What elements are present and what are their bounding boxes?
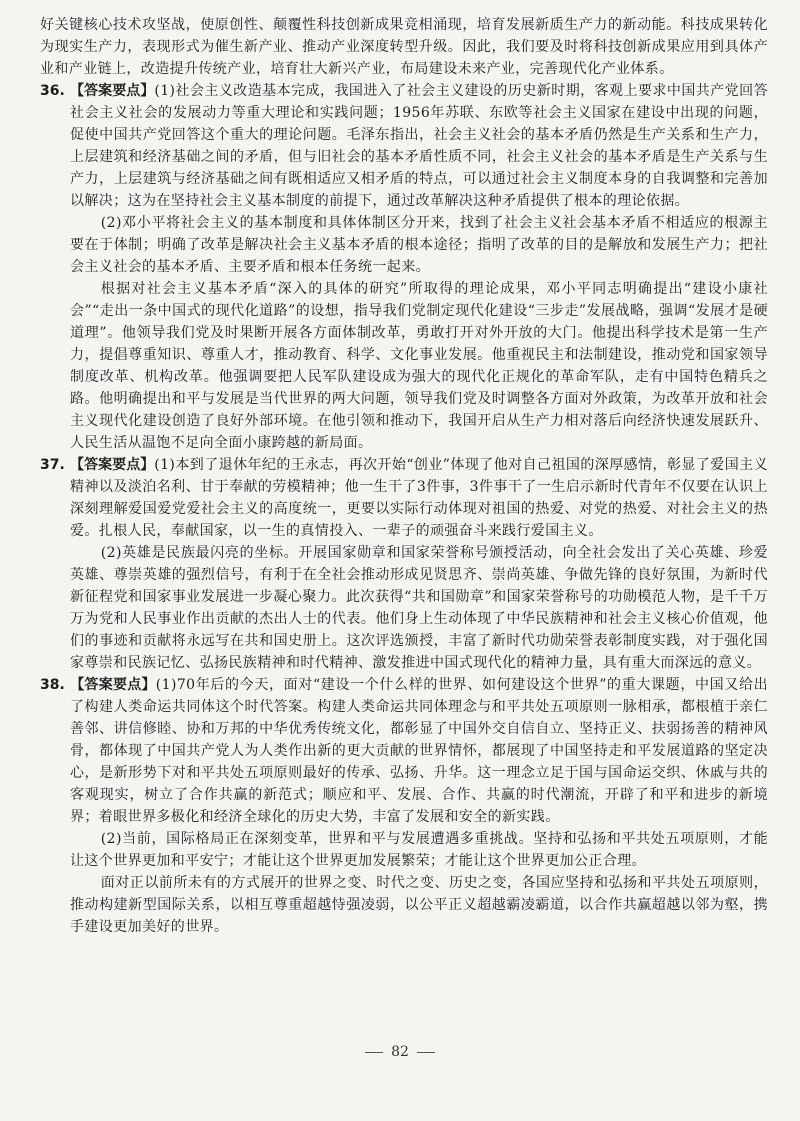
answer-label: 【答案要点】 bbox=[70, 457, 155, 473]
question-number: 37. bbox=[40, 457, 65, 473]
answer-paragraph bbox=[40, 80, 768, 212]
question-number: 36. bbox=[40, 83, 65, 99]
question-38 bbox=[40, 674, 768, 938]
answer-text: (1)本到了退休年纪的王永志，再次开始“创业”体现了他对自己祖国的深厚感情，彰显了爱国主义精神以及淡泊名利、甘于奉献的劳模精神；他一生干了3件事，3件事干了一生启示新时代青年不仅要在认识上深刻理解爱国爱党爱社会主义的高度统一，更要以实际行动体现对祖国的热爱、对党的热爱、对社会主义的热爱。扎根人民，奉献国家，以一生的真情投入、一辈子的顽强奋斗来践行爱国主义。 bbox=[70, 457, 768, 539]
answer-text: (1)社会主义改造基本完成，我国进入了社会主义建设的历史新时期，客观上要求中国共产党回答社会主义社会的发展动力等重大理论和实践问题；1956年苏联、东欧等社会主义国家在建设中出现的问题，促使中国共产党回答这个重大的理论问题。毛泽东指出，社会主义社会的基本矛盾仍然是生产关系和生产力，上层建筑和经济基础之间的矛盾，但与旧社会的基本矛盾性质不同，社会主义社会的基本矛盾是生产关系与生产力，上层建筑与经济基础之间有既相适应又相矛盾的特点，可以通过社会主义制度本身的自我调整和完善加以解决；这为在坚持社会主义基本制度的前提下，通过改革解决这种矛盾提供了根本的理论依据。 bbox=[70, 83, 768, 209]
answer-paragraph: (2)英雄是民族最闪亮的坐标。开展国家勋章和国家荣誉称号颁授活动，向全社会发出了关心英雄、珍爱英雄、尊崇英雄的强烈信号，有利于在全社会推动形成见贤思齐、崇尚英雄、争做先锋的良好氛围，为新时代新征程党和国家事业发展进一步凝心聚力。此次获得“共和国勋章”和国家荣誉称号的功勋模范人物，是千千万万为党和人民事业作出贡献的杰出人士的代表。他们身上生动体现了中华民族精神和社会主义核心价值观，他们的事迹和贡献将永远写在共和国史册上。这次评选颁授，丰富了新时代功勋荣誉表彰制度实践，对于强化国家尊崇和民族记忆、弘扬民族精神和时代精神、激发推进中国式现代化的精神力量，具有重大而深远的意义。 bbox=[70, 545, 768, 671]
answer-content bbox=[40, 14, 768, 938]
answer-paragraph: 根据对社会主义基本矛盾“深入的具体的研究”所取得的理论成果，邓小平同志明确提出“建设小康社会”“走出一条中国式的现代化道路”的设想，指导我们党制定现代化建设“三步走”发展战略，强调“发展才是硬道理”。他领导我们党及时果断开展各方面体制改革，勇敢打开对外开放的大门。他提出科学技术是第一生产力，提倡尊重知识、尊重人才，推动教育、科学、文化事业发展。他重视民主和法制建设，推动党和国家领导制度改革、机构改革。他强调要把人民军队建设成为强大的现代化正规化的革命军队，走有中国特色精兵之路。他明确提出和平与发展是当代世界的两大问题，领导我们党及时调整各方面对外政策，为改革开放和社会主义现代化建设创造了良好外部环境。在他引领和推动下，我国开启从生产力相对落后向经济快速发展跃升、人民生活从温饱不足向全面小康跨越的新局面。 bbox=[70, 281, 768, 451]
answer-label: 【答案要点】 bbox=[70, 83, 155, 99]
answer-paragraph bbox=[40, 674, 768, 828]
question-36 bbox=[40, 80, 768, 454]
page-footer bbox=[0, 1044, 800, 1060]
question-number: 38. bbox=[40, 677, 65, 693]
page-number: 82 bbox=[391, 1044, 409, 1060]
question-37 bbox=[40, 454, 768, 674]
answer-label: 【答案要点】 bbox=[70, 677, 156, 693]
answer-paragraph: (2)当前，国际格局正在深刻变革，世界和平与发展遭遇多重挑战。坚持和弘扬和平共处五项原则，才能让这个世界更加和平安宁；才能让这个世界更加发展繁荣；才能让这个世界更加公正合理。 bbox=[70, 831, 768, 869]
intro-paragraph: 好关键核心技术攻坚战，使原创性、颠覆性科技创新成果竞相涌现，培育发展新质生产力的新动能。科技成果转化为现实生产力，表现形式为催生新产业、推动产业深度转型升级。因此，我们要及时将科技创新成果应用到具体产业和产业链上，改造提升传统产业，培育壮大新兴产业，布局建设未来产业，完善现代化产业体系。 bbox=[40, 17, 768, 77]
answer-paragraph bbox=[40, 454, 768, 542]
answer-paragraph: (2)邓小平将社会主义的基本制度和具体体制区分开来，找到了社会主义社会基本矛盾不相适应的根源主要在于体制；明确了改革是解决社会主义基本矛盾的根本途径；指明了改革的目的是解放和发展生产力；把社会主义社会的基本矛盾、主要矛盾和根本任务统一起来。 bbox=[70, 215, 768, 275]
footer-dash-right bbox=[417, 1052, 435, 1053]
answer-paragraph: 面对正以前所未有的方式展开的世界之变、时代之变、历史之变，各国应坚持和弘扬和平共处五项原则，推动构建新型国际关系，以相互尊重超越恃强凌弱，以公平正义超越霸凌霸道，以合作共赢超越以邻为壑，携手建设更加美好的世界。 bbox=[70, 875, 768, 935]
answer-text: (1)70年后的今天，面对“建设一个什么样的世界、如何建设这个世界”的重大课题，中国又给出了构建人类命运共同体这个时代答案。构建人类命运共同体理念与和平共处五项原则一脉相承，都根植于亲仁善邻、讲信修睦、协和万邦的中华优秀传统文化，都彰显了中国外交自信自立、坚持正义、扶弱扬善的精神风骨，都体现了中国共产党人为人类作出新的更大贡献的世界情怀，都展现了中国坚持走和平发展道路的坚定决心，是新形势下对和平共处五项原则最好的传承、弘扬、升华。这一理念立足于国与国命运交织、休戚与共的客观现实，树立了合作共赢的新范式；顺应和平、发展、合作、共赢的时代潮流，开辟了和平和进步的新境界；着眼世界多极化和经济全球化的历史大势，丰富了发展和安全的新实践。 bbox=[70, 677, 768, 825]
footer-dash-left bbox=[365, 1052, 383, 1053]
